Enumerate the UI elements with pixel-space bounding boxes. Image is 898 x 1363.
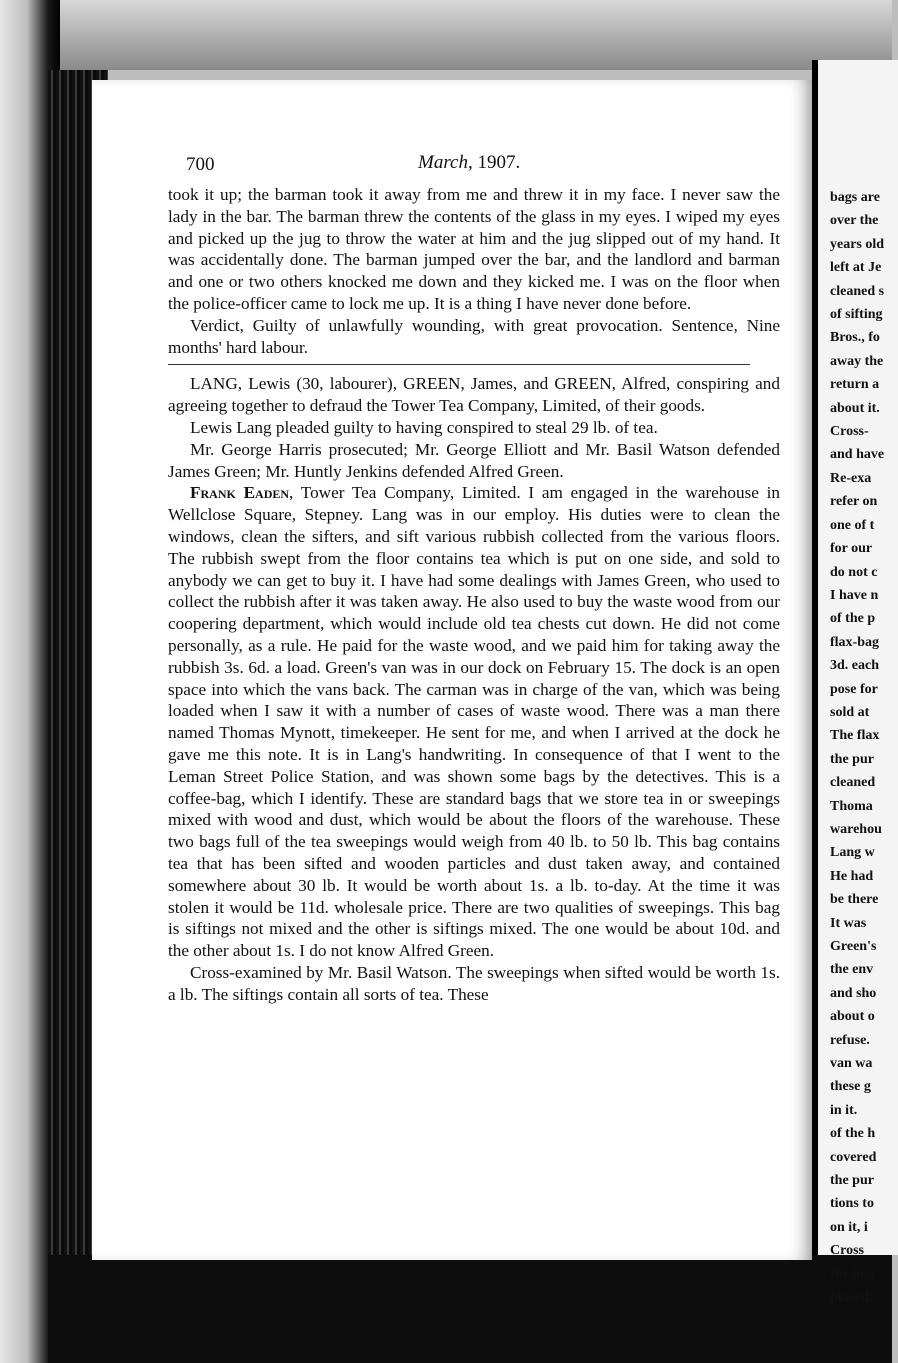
facing-page-line: be there [830, 892, 879, 908]
facing-page [812, 60, 898, 1306]
facing-page-line: left at Je [830, 260, 882, 276]
facing-page-line: about o [830, 1009, 875, 1025]
facing-page-line: It was [830, 915, 867, 931]
facing-page-line: Lang w [830, 845, 875, 861]
facing-page-line: these g [830, 1079, 871, 1095]
facing-page-line: flax-bag [830, 634, 879, 650]
facing-page-line: for our [830, 541, 873, 557]
page-header [168, 150, 780, 184]
paragraph-testimony-end: took it up; the barman took it away from me and threw it in my face. I never saw the lady in the bar. The barman threw the contents of the glass in my eyes. I wiped my eyes and picked up the jug to throw the water at him and the jug slipped out of my hand. It was accidentally done. The barman jumped over the bar, and the landlord and barman and one or two others knocked me down and they kicked me. I was on the floor when the police-officer came to lock me up. It is a thing I have never done before. [168, 185, 780, 313]
facing-page-line: He had [830, 868, 874, 884]
case-divider [168, 364, 750, 365]
facing-page-line: cleaned [830, 775, 876, 791]
facing-page-line: pose for [830, 681, 878, 697]
scan-background-top [0, 0, 892, 70]
facing-page-line: the bag [830, 1266, 874, 1282]
facing-page-line: 3d. each [830, 658, 879, 674]
facing-page-line: sold at [830, 704, 870, 720]
facing-page-line: tions to [830, 1196, 874, 1212]
running-head-month: March [418, 152, 468, 173]
running-head [418, 152, 520, 174]
facing-page-line: Re-exa [830, 470, 872, 486]
paragraph-verdict: Verdict, Guilty of unlawfully wounding, with great provocation. Sentence, Nine months' hard labour. [168, 315, 780, 357]
facing-page-line: do not c [830, 564, 878, 580]
paragraph-cross-examination: Cross-examined by Mr. Basil Watson. The sweepings when sifted would be worth 1s. a lb. The siftings contain all sorts of tea. These [168, 962, 780, 1004]
facing-page-line: I have n [830, 587, 879, 603]
facing-page-line: the env [830, 962, 874, 978]
book-page [92, 80, 812, 1260]
facing-page-line: and sho [830, 985, 877, 1001]
facing-page-line: placed. [830, 1290, 873, 1306]
facing-page-line: covered [830, 1149, 877, 1165]
facing-page-line: van wa [830, 1056, 873, 1072]
paragraph-witness-eaden [168, 482, 780, 962]
facing-page-line: the pur [830, 751, 874, 767]
facing-page-line: over the [830, 213, 879, 229]
facing-page-line: Cross [830, 1243, 864, 1259]
facing-page-line: bags are [830, 190, 880, 205]
facing-page-line: of the h [830, 1126, 876, 1142]
facing-page-line: years old [830, 236, 885, 252]
facing-page-line: Cross- [830, 424, 869, 440]
facing-page-line: of sifting [830, 307, 883, 323]
paragraph-counsel: Mr. George Harris prosecuted; Mr. George Elliott and Mr. Basil Watson defended James Green; Mr. Huntly Jenkins defended Alfred Green. [168, 439, 780, 481]
facing-page-line: of the p [830, 611, 876, 627]
facing-page-line: warehou [830, 821, 882, 837]
facing-page-line: refer on [830, 494, 878, 510]
facing-page-line: The flax [830, 728, 880, 744]
facing-page-line: the pur [830, 1173, 874, 1189]
facing-page-line: return a [830, 377, 880, 393]
facing-page-line: cleaned s [830, 283, 885, 299]
facing-page-text [818, 60, 898, 1310]
paragraph-plea: Lewis Lang pleaded guilty to having conspired to steal 29 lb. of tea. [190, 417, 658, 437]
facing-page-line: and have [830, 447, 885, 463]
facing-page-line: in it. [830, 1102, 858, 1118]
facing-page-line: away the [830, 353, 884, 369]
facing-page-line: refuse. [830, 1032, 870, 1048]
scan-background-bottom [48, 1255, 892, 1363]
facing-page-line: Green's [830, 939, 877, 954]
facing-page-line: about it. [830, 400, 880, 416]
paragraph-case-heading: LANG, Lewis (30, labourer), GREEN, James, and GREEN, Alfred, conspiring and agreeing together to defraud the Tower Tea Company, Limited, of their goods. [168, 374, 780, 416]
facing-page-line: on it, i [830, 1219, 868, 1235]
running-head-year: , 1907. [467, 152, 521, 173]
facing-page-line: one of t [830, 517, 875, 533]
witness-name: Frank Eaden [190, 483, 290, 503]
page-content [168, 150, 780, 1005]
facing-page-line: Thoma [830, 798, 873, 814]
witness-testimony: , Tower Tea Company, Limited. I am engaged in the warehouse in Wellclose Square, Stepney. Lang was in our employ. His duties were to clean the windows, clean the sifters, and sift various rubbish collected from the various floors. The rubbish swept from the floor contains tea which is put on one side, and sold to anybody we can get to buy it. I have had some dealings with James Green, who used to collect the rubbish after it was taken away. He also used to buy the waste wood from our coopering department, which would include old tea chests cut down. He did not come personally, as a rule. He paid for the waste wood, and we paid him for taking away the rubbish 3s. 6d. a load. Green's van was in our dock on February 15. The dock is an open space into which the vans back. The carman was in charge of the van, which was being loaded when I saw it with a number of cases of waste wood. There was a man there named Thomas Mynott, timekeeper. He sent for me, and when I arrived at the dock he gave me this note. It is in Lang's handwriting. In consequence of that I went to the Leman Street Police Station, and was shown some bags by the detectives. This is a coffee-bag, which I identify. These are standard bags that we store tea in or sweepings mixed with wood and dust, which would be about the floors of the warehouse. These two bags full of the tea sweepings would weigh from 40 lb. to 50 lb. This bag contains tea that has been sifted and wooden particles and dust taken away, and contained somewhere about 30 lb. It would be worth about 1s. a lb. to-day. At the time it was stolen it would be 11d. wholesale price. There are two qualities of sweepings. This bag is siftings not mixed and the other is siftings mixed. The one would be about 10d. and the other about 1s. I do not know Alfred Green. [168, 483, 781, 961]
page-number: 700 [186, 154, 215, 175]
facing-page-line: Bros., fo [830, 330, 880, 346]
